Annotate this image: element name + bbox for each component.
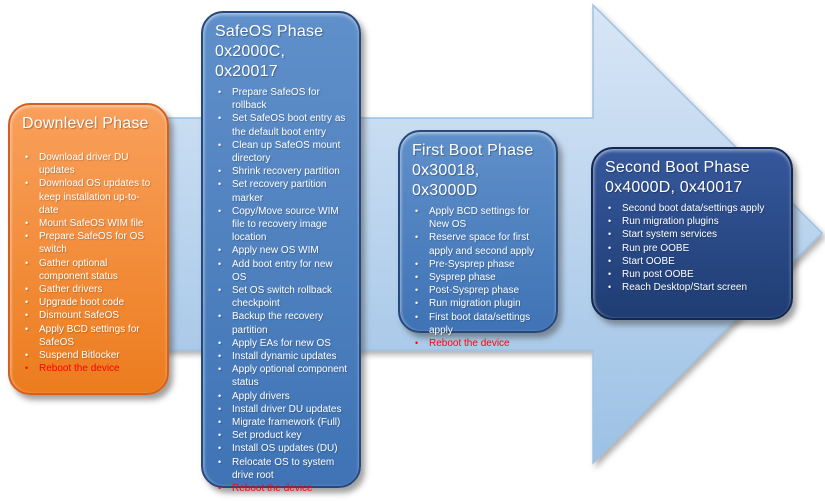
phase-step [215, 139, 349, 165]
phase-step-text: Run pre OOBE [622, 242, 690, 254]
bullet-icon: • [25, 323, 29, 334]
phase-step-text: Relocate OS to system drive root [232, 456, 335, 481]
phase-step [22, 257, 157, 283]
bullet-icon: • [218, 166, 222, 177]
panel-subtitle: 0x4000D, 0x40017 [605, 179, 743, 196]
bullet-icon: • [25, 284, 29, 295]
phase-step [22, 323, 157, 349]
phase-step [215, 165, 349, 178]
bullet-icon: • [608, 229, 612, 240]
phase-step-text: Install driver DU updates [232, 403, 342, 415]
phase-step [22, 309, 157, 322]
phase-step [215, 363, 349, 389]
bullet-icon: • [25, 363, 29, 374]
bullet-icon: • [218, 364, 222, 375]
phase-step-text: Install dynamic updates [232, 351, 337, 363]
bullet-icon: • [25, 257, 29, 268]
phase-step [215, 86, 349, 112]
bullet-icon: • [415, 258, 419, 269]
bullet-icon: • [218, 390, 222, 401]
phase-step [215, 429, 349, 442]
phase-step [605, 215, 781, 228]
phase-step-text: Migrate framework (Full) [232, 417, 341, 429]
phase-step-text: Apply optional component status [232, 364, 348, 389]
phase-step [22, 151, 157, 177]
bullet-icon: • [415, 232, 419, 243]
phase-step [215, 350, 349, 363]
bullet-icon: • [415, 311, 419, 322]
phase-step [215, 442, 349, 455]
phase-steps-list [605, 202, 781, 294]
phase-step-text: Start system services [622, 229, 718, 241]
bullet-icon: • [218, 285, 222, 296]
panel-title: Downlevel Phase [22, 115, 149, 132]
panel-first-boot-phase [398, 130, 558, 350]
bullet-icon: • [218, 179, 222, 190]
bullet-icon: • [415, 272, 419, 283]
bullet-icon: • [608, 216, 612, 227]
phase-step-text: Second boot data/settings apply [622, 203, 765, 214]
phase-step-text: Run migration plugin [429, 298, 521, 310]
bullet-icon: • [218, 205, 222, 216]
phase-step [412, 284, 546, 297]
phase-step [412, 271, 546, 284]
phase-step [412, 205, 546, 231]
phase-step [22, 296, 157, 309]
bullet-icon: • [25, 310, 29, 321]
phase-step [215, 284, 349, 310]
phase-step-text: Apply BCD settings for New OS [429, 206, 530, 231]
panel-title: SafeOS Phase [215, 23, 324, 40]
bullet-icon: • [218, 311, 222, 322]
phase-step-text: Apply new OS WIM [232, 245, 319, 257]
phase-steps-list [22, 151, 157, 375]
bullet-icon: • [608, 255, 612, 266]
bullet-icon: • [218, 443, 222, 454]
bullet-icon: • [218, 351, 222, 362]
phase-step-text: Apply EAs for new OS [232, 337, 331, 349]
phase-step-text: Start OOBE [622, 255, 675, 267]
phase-step-text: Prepare SafeOS for rollback [232, 87, 320, 112]
bullet-icon: • [608, 242, 612, 253]
bullet-icon: • [218, 139, 222, 150]
panel-title: First Boot Phase [412, 142, 534, 159]
phase-step [215, 205, 349, 245]
phase-step [22, 217, 157, 230]
phase-step [605, 202, 781, 215]
phase-step-text: Apply drivers [232, 390, 290, 402]
bullet-icon: • [415, 285, 419, 296]
phase-step [215, 337, 349, 350]
bullet-icon: • [25, 218, 29, 229]
phase-step-text: Upgrade boot code [39, 297, 125, 309]
phase-step [215, 456, 349, 482]
phase-step [412, 231, 546, 257]
bullet-icon: • [218, 337, 222, 348]
phase-step-text: Reboot the device [39, 363, 120, 375]
bullet-icon: • [608, 269, 612, 280]
phase-step-text: Set SafeOS boot entry as the default boot entry [232, 113, 346, 138]
phase-step [605, 281, 781, 294]
panel-safeos-phase [201, 11, 361, 495]
phase-step-text: Pre-Sysprep phase [429, 258, 515, 270]
bullet-icon: • [218, 483, 222, 494]
phase-step-text: Post-Sysprep phase [429, 285, 520, 297]
phase-step [215, 310, 349, 336]
bullet-icon: • [218, 430, 222, 441]
phase-step-text: Dismount SafeOS [39, 310, 120, 322]
panel-second-boot-phase [591, 147, 793, 320]
phase-step [22, 177, 157, 217]
phase-step-text: Reach Desktop/Start screen [622, 282, 748, 294]
phase-step-text: Install OS updates (DU) [232, 443, 338, 455]
phase-step [412, 297, 546, 310]
bullet-icon: • [25, 297, 29, 308]
panel-title: Second Boot Phase [605, 159, 750, 176]
phase-step-text: Backup the recovery partition [232, 311, 324, 336]
phase-step [22, 362, 157, 375]
bullet-icon: • [25, 231, 29, 242]
panel-downlevel-phase [8, 103, 169, 395]
phase-step-text: Reserve space for first apply and second apply [429, 232, 535, 257]
phase-step-text: Gather optional component status [39, 257, 118, 282]
phase-step [215, 482, 349, 495]
bullet-icon: • [218, 258, 222, 269]
phase-step [22, 283, 157, 296]
phase-step-text: Download driver DU updates [39, 152, 129, 177]
bullet-icon: • [218, 245, 222, 256]
phase-step [605, 268, 781, 281]
phase-step-text: Download OS updates to keep installation up-to-date [39, 178, 151, 216]
phase-step [215, 416, 349, 429]
phase-step [412, 258, 546, 271]
bullet-icon: • [415, 338, 419, 349]
bullet-icon: • [218, 87, 222, 97]
phase-step-text: Add boot entry for new OS [232, 258, 333, 283]
phase-step-text: Apply BCD settings for SafeOS [39, 323, 140, 348]
panel-subtitle: 0x2000C, 0x20017 [215, 43, 286, 80]
phase-step-text: Suspend Bitlocker [39, 350, 120, 362]
bullet-icon: • [415, 298, 419, 309]
phase-step-text: Run migration plugins [622, 216, 719, 228]
bullet-icon: • [25, 152, 29, 162]
phase-step-text: Reboot the device [232, 483, 313, 495]
panel-subtitle: 0x30018, 0x3000D [412, 162, 480, 199]
phase-step-text: Set recovery partition marker [232, 179, 327, 204]
bullet-icon: • [25, 350, 29, 361]
phase-step-text: Set OS switch rollback checkpoint [232, 285, 333, 310]
phase-steps-list [215, 86, 349, 495]
phase-step [412, 337, 546, 350]
phase-step-text: Prepare SafeOS for OS switch [39, 231, 145, 256]
bullet-icon: • [218, 113, 222, 124]
phase-step-text: Sysprep phase [429, 272, 496, 284]
phase-step [412, 311, 546, 337]
bullet-icon: • [218, 456, 222, 467]
phase-step [605, 255, 781, 268]
phase-step-text: Mount SafeOS WIM file [39, 218, 144, 230]
phase-step [215, 258, 349, 284]
bullet-icon: • [608, 282, 612, 293]
bullet-icon: • [25, 178, 29, 189]
phase-step [215, 403, 349, 416]
phase-step [605, 228, 781, 241]
phase-step [215, 390, 349, 403]
phase-step-text: Shrink recovery partition [232, 166, 340, 178]
phase-step [605, 242, 781, 255]
phase-step [22, 349, 157, 362]
phase-step-text: Copy/Move source WIM file to recovery image location [232, 205, 339, 244]
phase-step-text: Reboot the device [429, 338, 510, 350]
phase-step-text: Set product key [232, 430, 302, 442]
phase-step-text: First boot data/settings apply [429, 311, 531, 336]
bullet-icon: • [218, 403, 222, 414]
phase-step-text: Gather drivers [39, 284, 103, 296]
phase-step-text: Run post OOBE [622, 269, 694, 281]
phase-step-text: Clean up SafeOS mount directory [232, 139, 341, 165]
phase-steps-list [412, 205, 546, 350]
bullet-icon: • [608, 203, 612, 213]
phase-step [215, 178, 349, 204]
bullet-icon: • [218, 417, 222, 428]
phase-step [215, 244, 349, 257]
phase-step [215, 112, 349, 138]
phase-step [22, 230, 157, 256]
bullet-icon: • [415, 206, 419, 216]
